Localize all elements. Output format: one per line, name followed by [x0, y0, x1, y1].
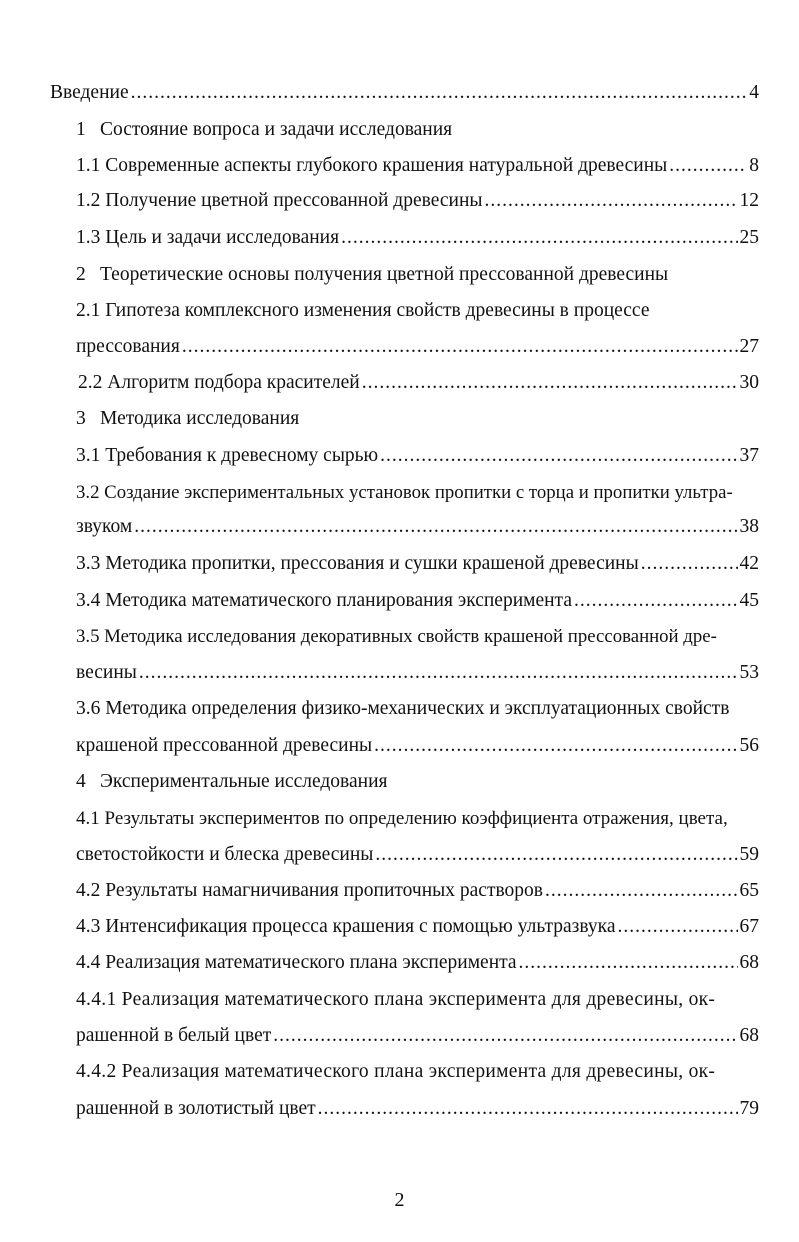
chapter-number: 4 [76, 771, 86, 792]
toc-entry-3-5-line1 [76, 624, 717, 650]
toc-entry-page: 12 [739, 190, 759, 211]
toc-entry-title: 4.4.1 Реализация математического плана эксперимента для древесины, ок- [76, 989, 716, 1010]
chapter-title: Экспериментальные исследования [100, 771, 388, 792]
toc-leader-dots [641, 551, 738, 577]
toc-entry-4-4-2-line2 [76, 1096, 759, 1122]
toc-entry-title: 4.1 Результаты экспериментов по определению коэффициента отражения, цвета, [76, 808, 728, 829]
toc-entry-1-3 [76, 225, 759, 251]
toc-leader-dots [139, 660, 738, 686]
toc-entry-page: 27 [739, 336, 759, 357]
toc-entry-title: 4.2 Результаты намагничивания пропиточных растворов [76, 880, 543, 901]
chapter-number: 2 [76, 264, 86, 285]
toc-entry-4-4 [76, 950, 759, 976]
toc-entry-title-cont: рашенной в золотистый цвет [76, 1098, 316, 1119]
toc-entry-title: 1.1 Современные аспекты глубокого крашения натуральной древесины [76, 155, 668, 176]
toc-entry-title: 1.2 Получение цветной прессованной древесины [76, 190, 483, 211]
toc-entry-1-2 [76, 188, 759, 214]
toc-entry-title: 2.2 Алгоритм подбора красителей [78, 372, 360, 393]
toc-entry-3-6-line1 [76, 696, 729, 722]
toc-leader-dots [131, 80, 748, 106]
toc-entry-page: 8 [749, 155, 759, 176]
toc-leader-dots [618, 914, 738, 940]
toc-entry-3-5-line2 [76, 660, 759, 686]
toc-entry-page: 53 [739, 662, 759, 683]
toc-leader-dots [375, 842, 737, 868]
toc-chapter-1 [76, 117, 452, 143]
toc-entry-4-4-2-line1 [76, 1059, 715, 1085]
toc-entry-3-1 [76, 443, 759, 469]
toc-leader-dots [519, 950, 738, 976]
toc-leader-dots [134, 514, 737, 540]
toc-entry-title: 2.1 Гипотеза комплексного изменения свойств древесины в процессе [76, 300, 650, 321]
toc-entry-title: 3.4 Методика математического планирования эксперимента [76, 590, 572, 611]
toc-entry-title: Введение [50, 82, 129, 103]
toc-entry-page: 25 [739, 227, 759, 248]
toc-entry-page: 30 [739, 372, 759, 393]
toc-leader-dots [182, 334, 738, 360]
toc-entry-title: 3.6 Методика определения физико-механических и эксплуатационных свойств [76, 698, 730, 719]
toc-entry-title: 1.3 Цель и задачи исследования [76, 227, 340, 248]
toc-entry-4-2 [76, 878, 759, 904]
toc-chapter-3 [76, 406, 299, 432]
toc-entry-3-4 [76, 588, 759, 614]
toc-entry-page: 37 [739, 445, 759, 466]
toc-entry-page: 56 [739, 735, 759, 756]
chapter-title: Методика исследования [100, 408, 300, 429]
toc-entry-title-cont: рашенной в белый цвет [76, 1025, 272, 1046]
toc-entry-title: 3.5 Методика исследования декоративных свойств крашеной прессованной дре- [76, 626, 717, 647]
toc-leader-dots [273, 1023, 737, 1049]
toc-leader-dots [574, 588, 738, 614]
toc-entry-page: 45 [739, 590, 759, 611]
toc-entry-2-2 [78, 370, 759, 396]
toc-entry-title: 3.1 Требования к древесному сырью [76, 445, 379, 466]
toc-entry-title: 3.2 Создание экспериментальных установок пропитки с торца и пропитки ультра- [76, 482, 733, 503]
toc-entry-title-cont: прессования [76, 336, 180, 357]
toc-entry-3-2-line2 [76, 514, 759, 540]
chapter-title: Теоретические основы получения цветной прессованной древесины [100, 264, 669, 285]
toc-entry-page: 4 [749, 82, 759, 103]
toc-leader-dots [318, 1096, 738, 1122]
toc-entry-3-2-line1 [76, 480, 733, 506]
toc-entry-page: 42 [739, 553, 759, 574]
toc-leader-dots [669, 153, 747, 179]
chapter-title: Состояние вопроса и задачи исследования [100, 119, 453, 140]
toc-leader-dots [545, 878, 738, 904]
toc-entry-title-cont: весины [76, 662, 137, 683]
toc-chapter-4 [76, 769, 388, 795]
toc-entry-2-1-line1 [76, 298, 649, 324]
toc-entry-page: 38 [739, 516, 759, 537]
toc-entry-title-cont: крашеной прессованной древесины [76, 735, 373, 756]
toc-leader-dots [341, 225, 737, 251]
toc-entry-4-4-1-line2 [76, 1023, 759, 1049]
toc-entry-title-cont: светостойкости и блеска древесины [76, 844, 374, 865]
toc-entry-title: 4.4 Реализация математического плана эксперимента [76, 952, 517, 973]
toc-entry-title: 4.3 Интенсификация процесса крашения с помощью ультразвука [76, 916, 616, 937]
toc-entry-title: 4.4.2 Реализация математического плана эксперимента для древесины, ок- [76, 1061, 716, 1082]
toc-entry-page: 59 [739, 844, 759, 865]
toc-entry-3-3 [76, 551, 759, 577]
toc-leader-dots [380, 443, 737, 469]
toc-entry-title: 3.3 Методика пропитки, прессования и сушки крашеной древесины [76, 553, 639, 574]
toc-entry-4-1-line2 [76, 842, 759, 868]
toc-chapter-2 [76, 262, 668, 288]
toc-leader-dots [362, 370, 738, 396]
toc-entry-intro [50, 80, 759, 106]
toc-leader-dots [484, 188, 737, 214]
toc-entry-4-1-line1 [76, 806, 728, 832]
toc-entry-page: 67 [739, 916, 759, 937]
toc-entry-page: 68 [739, 1025, 759, 1046]
toc-entry-4-3 [76, 914, 759, 940]
chapter-number: 3 [76, 408, 86, 429]
page-number: 2 [394, 1189, 405, 1211]
toc-entry-title-cont: звуком [76, 516, 133, 537]
chapter-number: 1 [76, 119, 86, 140]
toc-entry-2-1-line2 [76, 334, 759, 360]
toc-entry-page: 79 [739, 1098, 759, 1119]
toc-entry-page: 65 [739, 880, 759, 901]
toc-entry-1-1 [76, 153, 759, 179]
toc-entry-page: 68 [739, 952, 759, 973]
toc-entry-3-6-line2 [76, 733, 759, 759]
toc-entry-4-4-1-line1 [76, 987, 715, 1013]
toc-leader-dots [374, 733, 737, 759]
